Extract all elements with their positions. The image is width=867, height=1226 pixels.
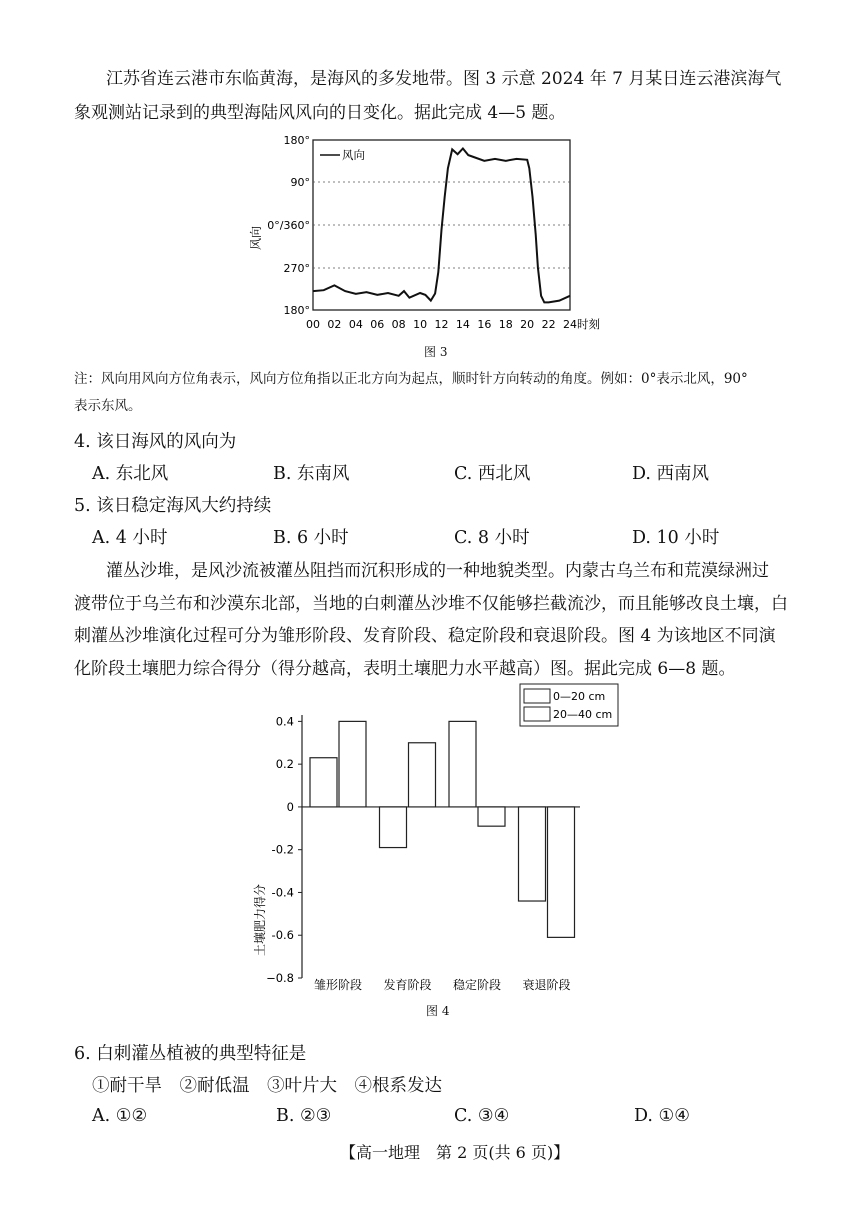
q6-option-d[interactable]: D. ①④ bbox=[634, 1106, 690, 1126]
fig3-ylabel: 风向 bbox=[249, 225, 263, 251]
fig3-ytick-label: 180° bbox=[283, 304, 310, 317]
fig3-xtick-label: 16 bbox=[477, 318, 492, 331]
fig3-xtick-label: 14 bbox=[455, 318, 470, 331]
fig3-xtick-label: 06 bbox=[370, 318, 385, 331]
q5-option-a[interactable]: A. 4 小时 bbox=[92, 528, 168, 548]
fig3-ytick-label: 180° bbox=[283, 134, 310, 147]
question-5-stem: 5. 该日稳定海风大约持续 bbox=[74, 496, 272, 516]
fig3-xtick-label: 04 bbox=[348, 318, 363, 331]
fig4-ytick-group bbox=[266, 714, 302, 985]
fig3-xtick-label: 08 bbox=[391, 318, 406, 331]
fig3-ytick-label: 0°/360° bbox=[267, 219, 310, 232]
fig4-bar-group bbox=[310, 721, 575, 937]
intro1-line2: 象观测站记录到的典型海陆风风向的日变化。据此完成 4—5 题。 bbox=[74, 103, 566, 123]
q5-option-b[interactable]: B. 6 小时 bbox=[273, 528, 349, 548]
fig3-xtick-label: 00 bbox=[306, 318, 320, 331]
fig3-xtick-group bbox=[306, 318, 577, 331]
fig3-caption: 图 3 bbox=[424, 345, 448, 359]
fig4-legend-swatch-0-20 bbox=[524, 689, 550, 703]
q6-choices: ①耐干旱 ②耐低温 ③叶片大 ④根系发达 bbox=[92, 1076, 442, 1096]
fig4-category-label: 衰退阶段 bbox=[522, 978, 571, 992]
fig4-ytick-label: -0.6 bbox=[271, 928, 294, 943]
fig3-xtick-label: 24 bbox=[563, 318, 577, 331]
fig4-category-group bbox=[314, 977, 571, 992]
fig3-note-line2: 表示东风。 bbox=[74, 398, 142, 414]
fig4-bar-0-20-2 bbox=[449, 721, 476, 807]
intro2-line3: 刺灌丛沙堆演化过程可分为雏形阶段、发育阶段、稳定阶段和衰退阶段。图 4 为该地区不同演 bbox=[74, 626, 776, 646]
fig4-bar-20-40-1 bbox=[409, 743, 436, 807]
fig4-bar-0-20-3 bbox=[519, 807, 546, 901]
fig3-xtick-label: 20 bbox=[520, 318, 535, 331]
fig4-bar-0-20-1 bbox=[380, 807, 407, 848]
fig4-legend-swatch-20-40 bbox=[524, 707, 550, 721]
fig3-xtick-label: 02 bbox=[327, 318, 342, 331]
fig3-xtick-label: 18 bbox=[498, 318, 513, 331]
figure-4-chart bbox=[240, 680, 630, 1000]
q6-option-a[interactable]: A. ①② bbox=[92, 1106, 148, 1126]
fig4-legend-label-20-40: 20—40 cm bbox=[553, 708, 613, 721]
fig4-caption: 图 4 bbox=[426, 1004, 450, 1018]
q4-option-c[interactable]: C. 西北风 bbox=[454, 464, 531, 484]
fig4-bar-20-40-0 bbox=[339, 721, 366, 807]
fig3-legend-label: 风向 bbox=[342, 148, 365, 162]
fig4-ytick-label: 0.4 bbox=[275, 714, 294, 729]
fig3-wind-direction-line bbox=[313, 149, 570, 303]
fig3-note-line1: 注：风向用风向方位角表示，风向方位角指以正北方向为起点，顺时针方向转动的角度。例如：0°表示北风，90° bbox=[74, 371, 748, 387]
q6-option-b[interactable]: B. ②③ bbox=[276, 1106, 332, 1126]
fig4-ytick-label: 0.2 bbox=[275, 757, 294, 772]
fig4-ytick-label: -0.4 bbox=[271, 885, 294, 900]
fig3-xtick-label: 22 bbox=[541, 318, 556, 331]
fig4-ytick-label: -0.2 bbox=[271, 842, 294, 857]
q4-option-d[interactable]: D. 西南风 bbox=[632, 464, 710, 484]
q5-option-d[interactable]: D. 10 小时 bbox=[632, 528, 720, 548]
question-6-stem: 6. 白刺灌丛植被的典型特征是 bbox=[74, 1044, 307, 1064]
fig4-category-label: 雏形阶段 bbox=[313, 978, 363, 992]
fig4-bar-0-20-0 bbox=[310, 758, 337, 807]
intro1-line1: 江苏省连云港市东临黄海，是海风的多发地带。图 3 示意 2024 年 7 月某日连云港滨海气 bbox=[106, 69, 782, 89]
fig3-xtick-label: 12 bbox=[434, 318, 449, 331]
intro2-line4: 化阶段土壤肥力综合得分（得分越高，表明土壤肥力水平越高）图。据此完成 6—8 题。 bbox=[74, 659, 736, 679]
fig4-category-label: 稳定阶段 bbox=[452, 978, 502, 992]
figure-3-chart bbox=[240, 130, 630, 340]
fig3-ytick-label: 90° bbox=[290, 176, 310, 189]
fig4-bar-20-40-3 bbox=[548, 807, 575, 937]
fig4-ytick-label: −0.8 bbox=[266, 971, 294, 985]
fig3-xunit: 时刻 bbox=[577, 317, 600, 331]
question-4-stem: 4. 该日海风的风向为 bbox=[74, 432, 237, 452]
fig4-category-label: 发育阶段 bbox=[383, 978, 432, 992]
intro2-line1: 灌丛沙堆，是风沙流被灌丛阻挡而沉积形成的一种地貌类型。内蒙古乌兰布和荒漠绿洲过 bbox=[106, 561, 769, 581]
fig3-xtick-label: 10 bbox=[413, 318, 428, 331]
fig3-ytick-label: 270° bbox=[283, 262, 310, 275]
q6-option-c[interactable]: C. ③④ bbox=[454, 1106, 510, 1126]
fig4-bar-20-40-2 bbox=[478, 807, 505, 826]
page-footer: 【高一地理 第 2 页(共 6 页)】 bbox=[340, 1143, 570, 1162]
fig4-ylabel: 土壤肥力得分 bbox=[253, 883, 267, 957]
fig4-ytick-label: 0 bbox=[286, 799, 294, 814]
fig4-legend-label-0-20: 0—20 cm bbox=[553, 690, 606, 703]
intro2-line2: 渡带位于乌兰布和沙漠东北部，当地的白刺灌丛沙堆不仅能够拦截流沙，而且能够改良土壤，白 bbox=[74, 594, 788, 614]
q4-option-a[interactable]: A. 东北风 bbox=[92, 464, 169, 484]
q5-option-c[interactable]: C. 8 小时 bbox=[454, 528, 530, 548]
q4-option-b[interactable]: B. 东南风 bbox=[273, 464, 350, 484]
